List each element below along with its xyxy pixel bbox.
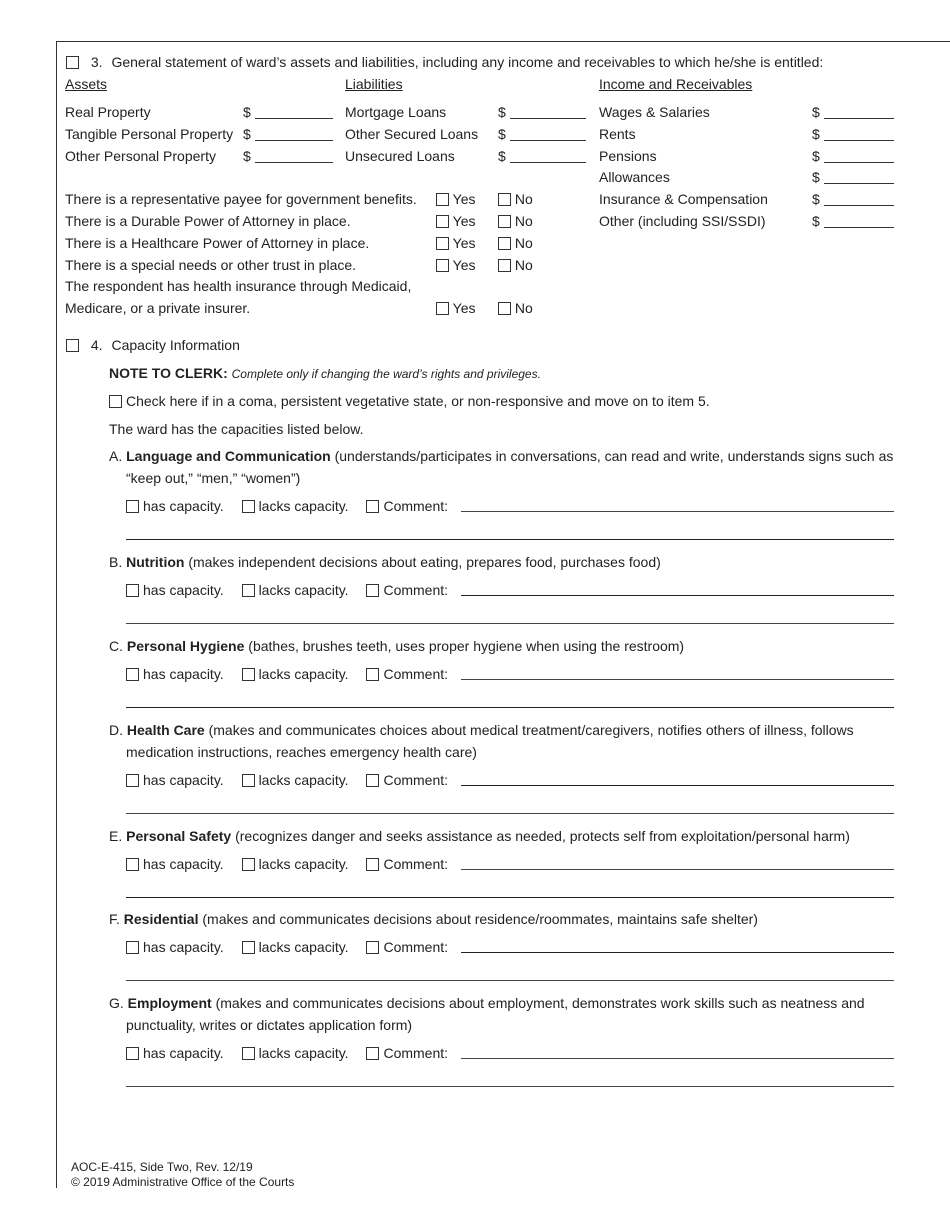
capacity-d-desc-line2: medication instructions, reaches emergency health care): [126, 744, 477, 760]
section3-number: 3.: [90, 54, 103, 70]
comment-checkbox[interactable]: [366, 1047, 379, 1060]
income-amount-field[interactable]: [812, 103, 894, 121]
income-amount-field[interactable]: [812, 125, 894, 143]
currency-symbol: $: [243, 104, 251, 120]
currency-symbol: $: [812, 169, 820, 185]
section3-header: [66, 53, 823, 71]
capacity-g-desc-line2: punctuality, writes or dictates application form): [126, 1017, 413, 1033]
liability-label: Other Secured Loans: [345, 126, 479, 142]
yes-checkbox[interactable]: [436, 302, 449, 315]
liability-amount-field[interactable]: [498, 125, 586, 143]
has-capacity-checkbox[interactable]: [126, 774, 139, 787]
coma-checkbox[interactable]: [109, 395, 122, 408]
comment-field-line[interactable]: [461, 952, 894, 953]
note-to-clerk: [109, 364, 541, 383]
comment-field-line[interactable]: [461, 679, 894, 680]
capacity-c-heading: C. Personal Hygiene (bathes, brushes teeth, uses proper hygiene when using the restroom): [109, 638, 685, 654]
has-capacity-checkbox[interactable]: [126, 941, 139, 954]
capacity-d-heading: D. Health Care (makes and communicates choices about medical treatment/caregivers, notifies others of illness, follows: [109, 722, 854, 738]
liabilities-header: Liabilities: [345, 76, 403, 92]
question-text: Medicare, or a private insurer.: [65, 300, 251, 316]
comment-field-line[interactable]: [126, 623, 894, 624]
capacity-d-options: has capacity. lacks capacity. Comment:: [126, 771, 448, 789]
comment-field-line[interactable]: [126, 980, 894, 981]
section4-title: Capacity Information: [111, 337, 240, 353]
has-capacity-checkbox[interactable]: [126, 858, 139, 871]
currency-symbol: $: [812, 213, 820, 229]
note-text: Complete only if changing the ward’s rights and privileges.: [231, 367, 541, 381]
has-capacity-checkbox[interactable]: [126, 584, 139, 597]
capacity-f-heading: F. Residential (makes and communicates decisions about residence/roommates, maintains safe shelter): [109, 911, 758, 927]
comment-field-line[interactable]: [126, 539, 894, 540]
question-text: The respondent has health insurance through Medicaid,: [65, 278, 412, 294]
income-label: Allowances: [599, 169, 670, 185]
question-text: There is a representative payee for government benefits.: [65, 191, 417, 207]
comment-field-line[interactable]: [461, 869, 894, 870]
lacks-capacity-checkbox[interactable]: [242, 774, 255, 787]
income-label: Rents: [599, 126, 636, 142]
income-amount-field[interactable]: [812, 190, 894, 208]
capacity-e-options: has capacity. lacks capacity. Comment:: [126, 855, 448, 873]
lacks-capacity-checkbox[interactable]: [242, 858, 255, 871]
frame-top-rule: [56, 41, 950, 42]
comment-field-line[interactable]: [461, 785, 894, 786]
no-option[interactable]: No: [498, 299, 533, 317]
no-checkbox[interactable]: [498, 302, 511, 315]
capacity-e-heading: E. Personal Safety (recognizes danger and seeks assistance as needed, protects self from exploitation/personal harm): [109, 828, 850, 844]
asset-amount-field[interactable]: [243, 125, 333, 143]
comment-checkbox[interactable]: [366, 500, 379, 513]
capacity-f-options: has capacity. lacks capacity. Comment:: [126, 938, 448, 956]
no-checkbox[interactable]: [498, 259, 511, 272]
comment-checkbox[interactable]: [366, 774, 379, 787]
currency-symbol: $: [812, 104, 820, 120]
question-text: There is a Durable Power of Attorney in place.: [65, 213, 351, 229]
comment-field-line[interactable]: [126, 813, 894, 814]
has-capacity-checkbox[interactable]: [126, 1047, 139, 1060]
yes-option[interactable]: Yes: [436, 234, 475, 252]
yes-option[interactable]: Yes: [436, 190, 475, 208]
currency-symbol: $: [498, 126, 506, 142]
no-checkbox[interactable]: [498, 237, 511, 250]
no-checkbox[interactable]: [498, 215, 511, 228]
comment-field-line[interactable]: [461, 595, 894, 596]
capacity-c-options: has capacity. lacks capacity. Comment:: [126, 665, 448, 683]
income-label: Wages & Salaries: [599, 104, 710, 120]
assets-header: Assets: [65, 76, 108, 92]
has-capacity-checkbox[interactable]: [126, 500, 139, 513]
asset-label: Real Property: [65, 104, 151, 120]
note-label: NOTE TO CLERK:: [109, 365, 228, 381]
yes-option[interactable]: Yes: [436, 212, 475, 230]
liability-amount-field[interactable]: [498, 103, 586, 121]
currency-symbol: $: [243, 148, 251, 164]
comment-field-line[interactable]: [126, 897, 894, 898]
currency-symbol: $: [243, 126, 251, 142]
coma-option[interactable]: [109, 392, 710, 410]
question-text: There is a Healthcare Power of Attorney in place.: [65, 235, 370, 251]
form-id: AOC-E-415, Side Two, Rev. 12/19: [71, 1160, 253, 1174]
currency-symbol: $: [812, 126, 820, 142]
capacities-intro: The ward has the capacities listed below.: [109, 421, 364, 437]
section4-header: [66, 336, 240, 354]
yes-checkbox[interactable]: [436, 259, 449, 272]
comment-field-line[interactable]: [126, 707, 894, 708]
income-label: Insurance & Compensation: [599, 191, 768, 207]
comment-checkbox[interactable]: [366, 941, 379, 954]
no-option[interactable]: No: [498, 190, 533, 208]
asset-label: Other Personal Property: [65, 148, 216, 164]
comment-field-line[interactable]: [126, 1086, 894, 1087]
section3-checkbox[interactable]: [66, 56, 79, 69]
liability-label: Mortgage Loans: [345, 104, 447, 120]
lacks-capacity-checkbox[interactable]: [242, 941, 255, 954]
asset-label: Tangible Personal Property: [65, 126, 234, 142]
has-capacity-checkbox[interactable]: [126, 668, 139, 681]
liability-amount-field[interactable]: [498, 147, 586, 165]
lacks-capacity-checkbox[interactable]: [242, 584, 255, 597]
copyright: © 2019 Administrative Office of the Courts: [71, 1175, 295, 1189]
capacity-g-options: has capacity. lacks capacity. Comment:: [126, 1044, 448, 1062]
income-amount-field[interactable]: [812, 147, 894, 165]
currency-symbol: $: [498, 148, 506, 164]
liability-label: Unsecured Loans: [345, 148, 455, 164]
capacity-a-desc-line2: “keep out,” “men,” “women”): [126, 470, 301, 486]
no-option[interactable]: No: [498, 234, 533, 252]
income-header: Income and Receivables: [599, 76, 753, 92]
yes-option[interactable]: Yes: [436, 299, 475, 317]
income-label: Other (including SSI/SSDI): [599, 213, 766, 229]
lacks-capacity-checkbox[interactable]: [242, 668, 255, 681]
currency-symbol: $: [812, 191, 820, 207]
comment-field-line[interactable]: [461, 511, 894, 512]
section3-text: General statement of ward’s assets and liabilities, including any income and receivables to which he/she is entitled:: [111, 54, 824, 70]
currency-symbol: $: [498, 104, 506, 120]
yes-checkbox[interactable]: [436, 215, 449, 228]
comment-checkbox[interactable]: [366, 668, 379, 681]
comment-checkbox[interactable]: [366, 584, 379, 597]
section4-number: 4.: [90, 337, 103, 353]
income-amount-field[interactable]: [812, 212, 894, 230]
no-checkbox[interactable]: [498, 193, 511, 206]
income-label: Pensions: [599, 148, 657, 164]
coma-text: Check here if in a coma, persistent vegetative state, or non-responsive and move on to item 5.: [126, 393, 710, 409]
capacity-g-heading: G. Employment (makes and communicates decisions about employment, demonstrates work skills such as neatness and: [109, 995, 865, 1011]
lacks-capacity-checkbox[interactable]: [242, 500, 255, 513]
capacity-a-heading: A. Language and Communication (understands/participates in conversations, can read and write, understands signs such as: [109, 448, 894, 464]
yes-checkbox[interactable]: [436, 237, 449, 250]
no-option[interactable]: No: [498, 212, 533, 230]
asset-amount-field[interactable]: [243, 103, 333, 121]
lacks-capacity-checkbox[interactable]: [242, 1047, 255, 1060]
section4-checkbox[interactable]: [66, 339, 79, 352]
currency-symbol: $: [812, 148, 820, 164]
no-option[interactable]: No: [498, 256, 533, 274]
capacity-a-options: has capacity. lacks capacity. Comment:: [126, 497, 448, 515]
yes-option[interactable]: Yes: [436, 256, 475, 274]
capacity-b-options: has capacity. lacks capacity. Comment:: [126, 581, 448, 599]
frame-left-rule: [56, 41, 57, 1188]
capacity-b-heading: B. Nutrition (makes independent decisions about eating, prepares food, purchases food): [109, 554, 661, 570]
comment-checkbox[interactable]: [366, 858, 379, 871]
income-amount-field[interactable]: [812, 168, 894, 186]
asset-amount-field[interactable]: [243, 147, 333, 165]
question-text: There is a special needs or other trust in place.: [65, 257, 357, 273]
yes-checkbox[interactable]: [436, 193, 449, 206]
comment-field-line[interactable]: [461, 1058, 894, 1059]
